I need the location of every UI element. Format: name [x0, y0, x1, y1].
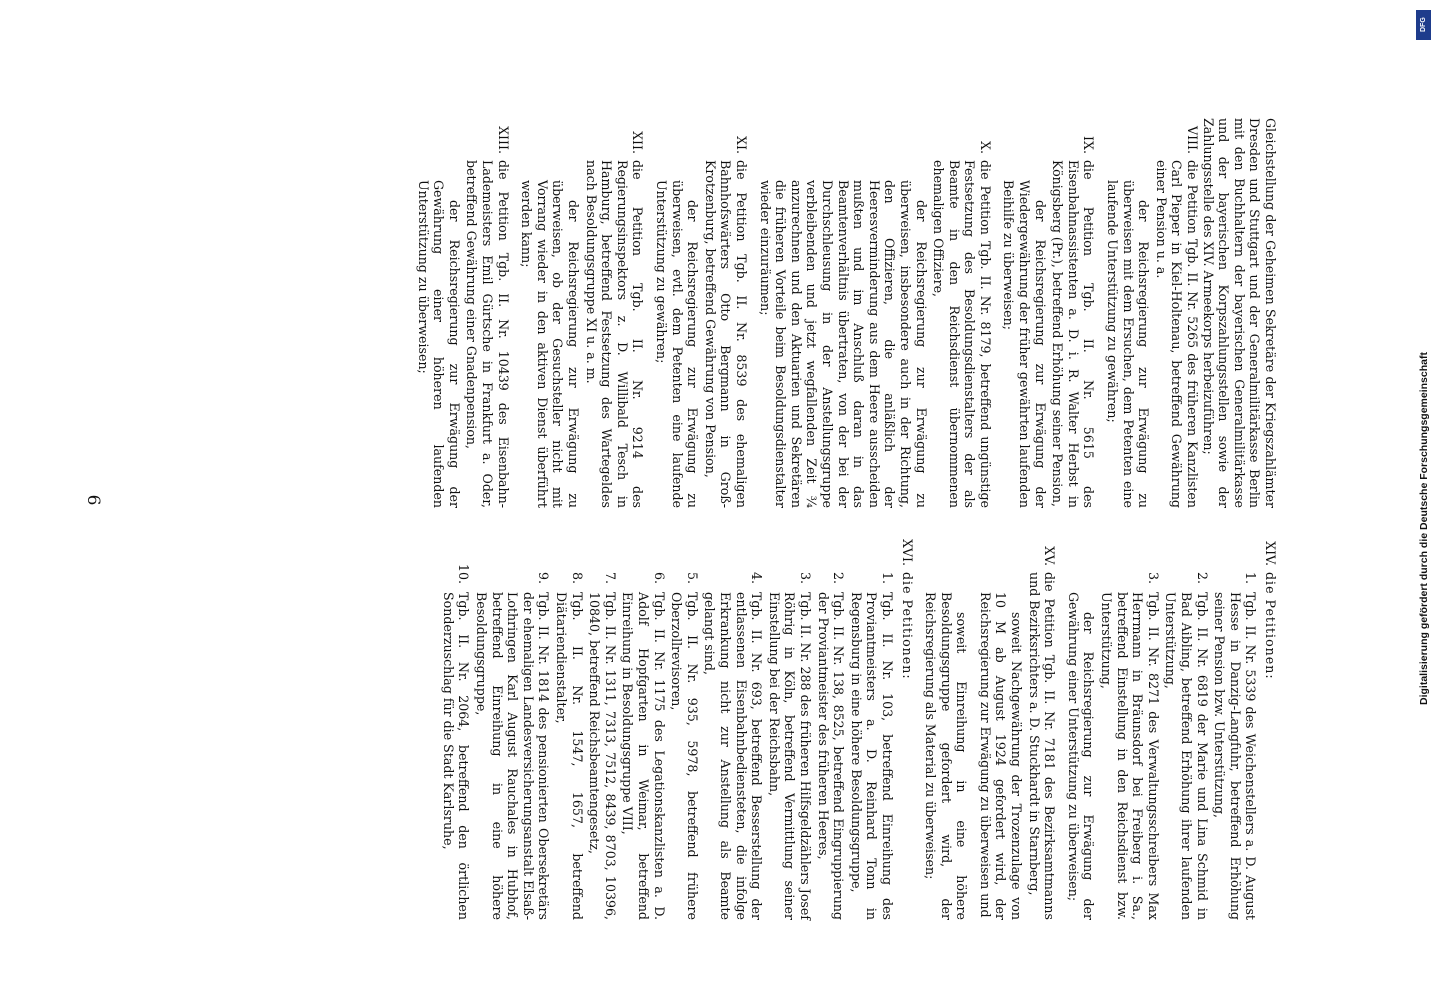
sub-item-number: 2.	[1194, 571, 1210, 584]
continuation-paragraph: Gleichstellung der Geheimen Sekretäre der Kriegszahlämter Dresden und Stuttgart und der Generalmilitärkasse Berlin mit den Buchhaltern der bayerischen Generalmilitärkasse und der bayerischen Korpszahlungsstellen sowie der Zahlungsstelle des XIV. Armeekorps herbeizuführen;	[1200, 118, 1278, 508]
item-number: XVI.	[899, 538, 915, 566]
item-resolution: der Reichsregierung zur Erwägung zu überweisen mit dem Ersuchen, dem Petenten eine laufende Unterstützung zu gewähren;	[1105, 180, 1152, 508]
item-resolution: der Reichsregierung zur Erwägung zu überweisen, insbesondere auch in der Richtung, den Offizieren, die anläßlich der Heeresverminderung aus dem Heere ausscheiden mußten und im Anschluß daran in das Beamtenverhältnis übertraten, von der bei der Durchschleusung in der Anstellungsgruppe verbleibenden und jetzt wegfallenden Zeit ¾ anzurechnen und den Aktuarien und Sekretären die früheren Vorteile beim Besoldungsdienstalter wieder einzuräumen;	[757, 180, 929, 508]
petition-item-xi	[653, 118, 749, 508]
petition-item-ix	[1001, 118, 1097, 508]
item-text: die Petition Tgb. II. Nr. 10439 des Eisenbahn-Lademeisters Emil Gürtsche in Frankfurt a. Oder, betreffend Gewährung einer Gnadenpension,	[464, 160, 511, 508]
sub-item-number: 2.	[831, 571, 847, 584]
petition-item-xv	[923, 530, 1058, 920]
sub-item-number: 10.	[456, 563, 472, 584]
item-text: die Petition Tgb. II. Nr. 8179, betreffend ungünstige Festsetzung des Besoldungsdienstalters der als Beamte in den Reichsdienst übernommenen ehemaligen Offiziere,	[931, 160, 993, 508]
sub-item-number: 4.	[749, 571, 765, 584]
page-number: 6	[83, 494, 103, 506]
item-number: XI.	[734, 136, 749, 154]
digitization-credit	[1416, 5, 1432, 995]
sub-item-number: 1.	[1243, 571, 1259, 584]
sub-item-text: Tgb. II. Nr. 6819 der Marie und Lina Schmid in Bad Aibling, betreffend Erhöhung ihrer laufenden Unterstützung,	[1163, 592, 1210, 920]
group-heading: die Petitionen:	[1263, 572, 1278, 680]
item-text: die Petition Tgb. II. Nr. 5265 des früheren Kanzlisten Carl Pieper in Kiel-Holtenau, betreffend Gewährung einer Pension u. a.	[1153, 160, 1201, 508]
petition-item-xii	[519, 118, 646, 508]
item-resolution: der Reichsregierung zur Erwägung zu überweisen, evtl. dem Petenten eine laufende Unterstützung zu gewähren;	[654, 180, 701, 508]
sub-item	[848, 530, 895, 920]
group-resolution: der Reichsregierung zur Erwägung der Gewährung einer Unterstützung zu überweisen;	[1065, 592, 1097, 920]
sub-item-number: 3.	[1145, 571, 1161, 584]
sub-item-text: Tgb. II. Nr. 103, betreffend Einreihung des Proviantmeisters a. D. Reinhard Tonn in Regensburg in eine höhere Besoldungsgruppe,	[848, 592, 895, 920]
sub-item-text: Tgb. II. Nr. 288 des früheren Hilfsgeldzählers Josef Röhrig in Köln, betreffend Vermittlung seiner Einstellung bei der Reichsbahn,	[766, 592, 813, 920]
dfg-logo: DFG	[1416, 10, 1431, 40]
item-number: IX.	[1081, 136, 1097, 154]
petition-group-xiv	[1262, 530, 1278, 920]
item-number: XV.	[1042, 546, 1058, 566]
group-heading: die Petitionen:	[899, 572, 915, 680]
item-resolution-1: soweit Nachgewährung der Trozenzulage von 10 M ab August 1924 gefordert wird, der Reichsregierung zur Erwägung zu überweisen und	[977, 592, 1025, 920]
petition-item-xiii	[415, 118, 511, 508]
sub-item	[620, 530, 667, 920]
sub-item	[1163, 530, 1210, 920]
sub-item-text: Tgb. II. Nr. 8271 des Verwaltungsschreibers Max Herrmann in Bräunsdorf bei Freiberg i. Sa., betreffend Einstellung in den Reichsdienst bzw. Unterstützung,	[1099, 592, 1161, 920]
item-resolution: der Reichsregierung zur Erwägung der Gewährung einer höheren laufenden Unterstützung zu überweisen;	[415, 180, 462, 508]
sub-item-text: Tgb. II. Nr. 1311, 7313, 7512, 8439, 8703, 10396, 10840, betreffend Reichsbeamtengesetz,	[587, 592, 618, 920]
sub-item	[474, 530, 552, 920]
credit-text: Digitalisierung gefördert durch die Deutsche Forschungsgemeinschaft	[1418, 352, 1430, 705]
sub-item	[553, 530, 584, 920]
petition-group-xvi	[899, 530, 915, 920]
item-text: die Petition Tgb. II. Nr. 5615 des Eisenbahnassistenten a. D. i. R. Walter Herbst in Königsberg (Pr.), betreffend Erhöhung seiner Pension,	[1050, 160, 1097, 508]
sub-item	[1212, 530, 1259, 920]
petition-item-viii	[1104, 118, 1200, 508]
item-resolution: der Reichsregierung zur Erwägung der Wiedergewährung der früher gewährten laufenden Beihilfe zu überweisen;	[1001, 180, 1048, 508]
sub-item	[587, 530, 618, 920]
item-number: X.	[977, 141, 993, 154]
sub-item-number: 3.	[797, 571, 813, 584]
item-number: XIV.	[1263, 541, 1278, 566]
sub-item-number: 5.	[684, 571, 700, 584]
sub-item	[669, 530, 700, 920]
sub-item-text: Tgb. II. Nr. 693, betreffend Besserstellung der entlassenen Eisenbahnbediensteten, die infolge Erkrankung nicht zur Anstellung als Beamte gelangt sind,	[702, 592, 765, 920]
right-column	[98, 530, 1278, 920]
sub-item	[440, 530, 471, 920]
sub-item-text: Tgb. II. Nr. 2064, betreffend den örtlichen Sonderzuschlag für die Stadt Karlsruhe,	[440, 592, 472, 920]
item-text: die Petition Tgb. II. Nr. 7181 des Bezirksamtmanns und Bezirksrichters a. D. Stuckhardt in Starnberg,	[1026, 572, 1058, 920]
sub-item-text: Tgb. II. Nr. 1814 des pensionierten Obersekretärs der ehemaligen Landesversicherungsanstalt Elsaß-Lothringen Karl August Rauchales in Hubhof, betreffend Einreihung in eine höhere Besoldungsgruppe,	[474, 592, 552, 920]
left-column	[98, 118, 1278, 508]
sub-item-text: Tgb. II. Nr. 1175 des Legationskanzlisten a. D. Adolf Hopfgarten in Weimar, betreffend Einreihung in Besoldungsgruppe VIII,	[620, 592, 667, 920]
item-resolution: der Reichsregierung zur Erwägung zu überweisen, ob der Gesuchsteller nicht mit Vorrang wieder in den aktiven Dienst überführt werden kann;	[519, 180, 582, 508]
item-number: XIII.	[495, 126, 511, 154]
sub-item-text: Tgb. II. Nr. 935, 5978, betreffend frühere Oberzollrevisoren,	[669, 592, 700, 920]
sub-item	[702, 530, 764, 920]
item-text: die Petition Tgb. II. Nr. 8539 des ehemaligen Bahnhofswärters Otto Bergmann in Groß-Krotzenburg, betreffend Gewährung von Pension,	[702, 160, 749, 508]
sub-item-number: 7.	[602, 571, 618, 584]
item-number: XII.	[630, 131, 646, 154]
sub-item	[1098, 530, 1160, 920]
sub-item-text: Tgb. II. Nr. 5339 des Weichenstellers a. D. August Hesse in Danzig-Langfuhr, betreffend Erhöhung seiner Pension bzw. Unterstützung,	[1212, 592, 1259, 920]
sub-item-number: 6.	[651, 571, 667, 584]
sub-item-number: 8.	[569, 571, 585, 584]
sub-item-number: 9.	[536, 571, 552, 584]
petition-item-x	[757, 118, 993, 508]
sub-item-text: Tgb. II. Nr. 1547, 1657, betreffend Diätariendienstalter,	[554, 592, 585, 920]
item-number: VIII.	[1185, 125, 1201, 154]
item-resolution-2: soweit Einreihung in eine höhere Besoldungsgruppe gefordert wird, der Reichsregierung als Material zu überweisen;	[923, 592, 970, 920]
sub-item	[815, 530, 846, 920]
sub-item-number: 1.	[879, 571, 895, 584]
sub-item-text: Tgb. II. Nr. 138, 8525, betreffend Eingruppierung der Proviantmeister des früheren Heeres,	[815, 592, 847, 920]
sub-item	[766, 530, 813, 920]
item-text: die Petition Tgb. II. Nr. 9214 des Regierungsinspektors z. D. Willibald Tesch in Hamburg, betreffend Festsetzung des Wartegeldes nach Besoldungsgruppe XI u. a. m.	[583, 160, 646, 508]
